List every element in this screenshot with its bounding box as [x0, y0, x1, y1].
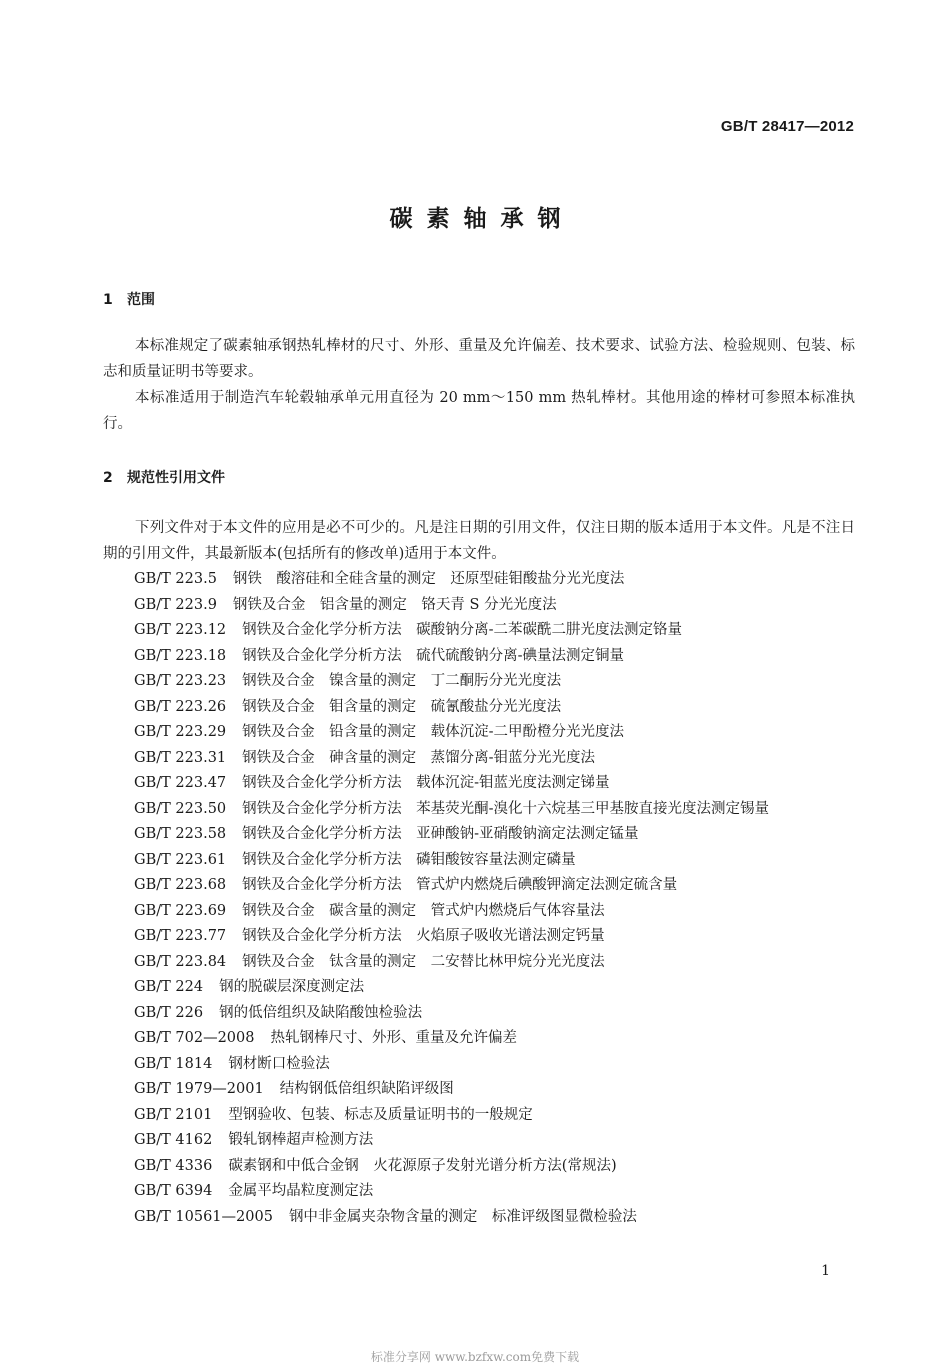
section-1-heading [103, 289, 155, 309]
reference-code: GB/T 223.18 [134, 647, 227, 664]
reference-title: 钢铁及合金 铝含量的测定 铬天青 S 分光光度法 [232, 596, 557, 613]
reference-item [103, 1128, 855, 1154]
reference-item [103, 822, 855, 848]
reference-title: 钢的低倍组织及缺陷酸蚀检验法 [219, 1004, 423, 1021]
reference-title: 钢铁 酸溶硅和全硅含量的测定 还原型硅钼酸盐分光光度法 [232, 571, 625, 587]
reference-code: GB/T 223.47 [134, 775, 227, 791]
reference-title: 钢铁及合金化学分析方法 管式炉内燃烧后碘酸钾滴定法测定硫含量 [242, 877, 678, 893]
reference-item [103, 771, 855, 797]
section-number: 1 [103, 292, 113, 308]
reference-code: GB/T 6394 [134, 1183, 213, 1199]
reference-title: 钢铁及合金 镍含量的测定 丁二酮肟分光光度法 [242, 673, 562, 689]
reference-item [103, 669, 855, 695]
reference-code: GB/T 223.50 [134, 800, 227, 817]
reference-title: 钢铁及合金化学分析方法 载体沉淀-钼蓝光度法测定锑量 [242, 775, 610, 791]
reference-code: GB/T 1814 [134, 1055, 213, 1072]
scope-paragraph-2: 本标准适用于制造汽车轮毂轴承单元用直径为 20 mm～150 mm 热轧棒材。其他用途的棒材可参照本标准执行。 [103, 390, 855, 432]
reference-list [103, 567, 855, 1230]
references-intro-paragraph: 下列文件对于本文件的应用是必不可少的。凡是注日期的引用文件，仅注日期的版本适用于本文件。凡是不注日期的引用文件，其最新版本(包括所有的修改单)适用于本文件。 [103, 520, 855, 562]
reference-code: GB/T 4336 [134, 1157, 213, 1174]
reference-code: GB/T 223.26 [134, 698, 227, 715]
reference-code: GB/T 2101 [134, 1106, 213, 1123]
reference-title: 钢的脱碳层深度测定法 [219, 979, 365, 995]
reference-code: GB/T 223.58 [134, 826, 227, 842]
reference-code: GB/T 223.77 [134, 928, 227, 944]
reference-item [103, 1001, 855, 1027]
reference-title: 型钢验收、包装、标志及质量证明书的一般规定 [228, 1106, 533, 1123]
reference-title: 钢铁及合金 铅含量的测定 载体沉淀-二甲酚橙分光光度法 [242, 724, 625, 740]
reference-code: GB/T 223.84 [134, 953, 227, 970]
reference-code: GB/T 223.12 [134, 622, 227, 638]
reference-code: GB/T 223.68 [134, 877, 227, 893]
reference-title: 钢铁及合金 钼含量的测定 硫氰酸盐分光光度法 [242, 698, 562, 715]
reference-title: 钢铁及合金 碳含量的测定 管式炉内燃烧后气体容量法 [242, 902, 605, 919]
reference-title: 钢中非金属夹杂物含量的测定 标准评级图显微检验法 [288, 1208, 637, 1225]
reference-item [103, 1103, 855, 1129]
section-title: 规范性引用文件 [127, 470, 225, 486]
reference-code: GB/T 1979—2001 [134, 1081, 264, 1097]
reference-item [103, 593, 855, 619]
scope-paragraph-1: 本标准规定了碳素轴承钢热轧棒材的尺寸、外形、重量及允许偏差、技术要求、试验方法、检验规则、包装、标志和质量证明书等要求。 [103, 338, 855, 380]
reference-code: GB/T 223.9 [134, 596, 217, 613]
reference-code: GB/T 223.69 [134, 902, 227, 919]
section-number: 2 [103, 470, 113, 486]
reference-item [103, 899, 855, 925]
reference-title: 钢铁及合金化学分析方法 苯基荧光酮-溴化十六烷基三甲基胺直接光度法测定锡量 [242, 800, 770, 817]
reference-item [103, 975, 855, 1001]
reference-item [103, 873, 855, 899]
reference-title: 钢铁及合金 钛含量的测定 二安替比林甲烷分光光度法 [242, 953, 605, 970]
reference-title: 钢铁及合金化学分析方法 硫代硫酸钠分离-碘量法测定铜量 [242, 647, 625, 664]
section-2-heading [103, 467, 225, 487]
reference-item [103, 1026, 855, 1052]
reference-code: GB/T 224 [134, 979, 204, 995]
reference-item [103, 1052, 855, 1078]
reference-code: GB/T 223.61 [134, 851, 227, 868]
reference-code: GB/T 10561—2005 [134, 1208, 273, 1225]
reference-title: 钢铁及合金化学分析方法 碳酸钠分离-二苯碳酰二肼光度法测定铬量 [242, 622, 683, 638]
reference-code: GB/T 223.23 [134, 673, 227, 689]
reference-item [103, 924, 855, 950]
reference-item [103, 1179, 855, 1205]
reference-title: 碳素钢和中低合金钢 火花源原子发射光谱分析方法(常规法) [228, 1157, 617, 1174]
section-title: 范围 [127, 292, 155, 308]
reference-item [103, 720, 855, 746]
reference-title: 钢铁及合金 砷含量的测定 蒸馏分离-钼蓝分光光度法 [242, 749, 596, 766]
document-title: 碳素轴承钢 [389, 206, 575, 232]
reference-item [103, 950, 855, 976]
reference-code: GB/T 4162 [134, 1132, 213, 1148]
reference-title: 钢铁及合金化学分析方法 火焰原子吸收光谱法测定钙量 [242, 928, 605, 944]
reference-item [103, 746, 855, 772]
reference-item [103, 1154, 855, 1180]
reference-code: GB/T 223.31 [134, 749, 227, 766]
reference-title: 钢铁及合金化学分析方法 磷钼酸铵容量法测定磷量 [242, 851, 576, 868]
reference-item [103, 797, 855, 823]
reference-item [103, 848, 855, 874]
watermark: 标准分享网 www.bzfxw.com免费下载 [370, 1350, 580, 1364]
reference-item [103, 618, 855, 644]
reference-title: 钢材断口检验法 [228, 1055, 330, 1072]
reference-code: GB/T 226 [134, 1004, 204, 1021]
standard-code: GB/T 28417—2012 [720, 118, 854, 135]
reference-code: GB/T 223.5 [134, 571, 217, 587]
reference-code: GB/T 223.29 [134, 724, 227, 740]
reference-item [103, 1205, 855, 1231]
reference-title: 热轧钢棒尺寸、外形、重量及允许偏差 [270, 1030, 517, 1046]
reference-item [103, 644, 855, 670]
reference-title: 钢铁及合金化学分析方法 亚砷酸钠-亚硝酸钠滴定法测定锰量 [242, 826, 639, 842]
reference-title: 结构钢低倍组织缺陷评级图 [279, 1081, 454, 1097]
reference-item [103, 695, 855, 721]
reference-title: 锻轧钢棒超声检测方法 [228, 1132, 374, 1148]
reference-item [103, 567, 855, 593]
page-number: 1 [821, 1263, 830, 1279]
reference-title: 金属平均晶粒度测定法 [228, 1183, 374, 1199]
reference-item [103, 1077, 855, 1103]
reference-code: GB/T 702—2008 [134, 1030, 255, 1046]
